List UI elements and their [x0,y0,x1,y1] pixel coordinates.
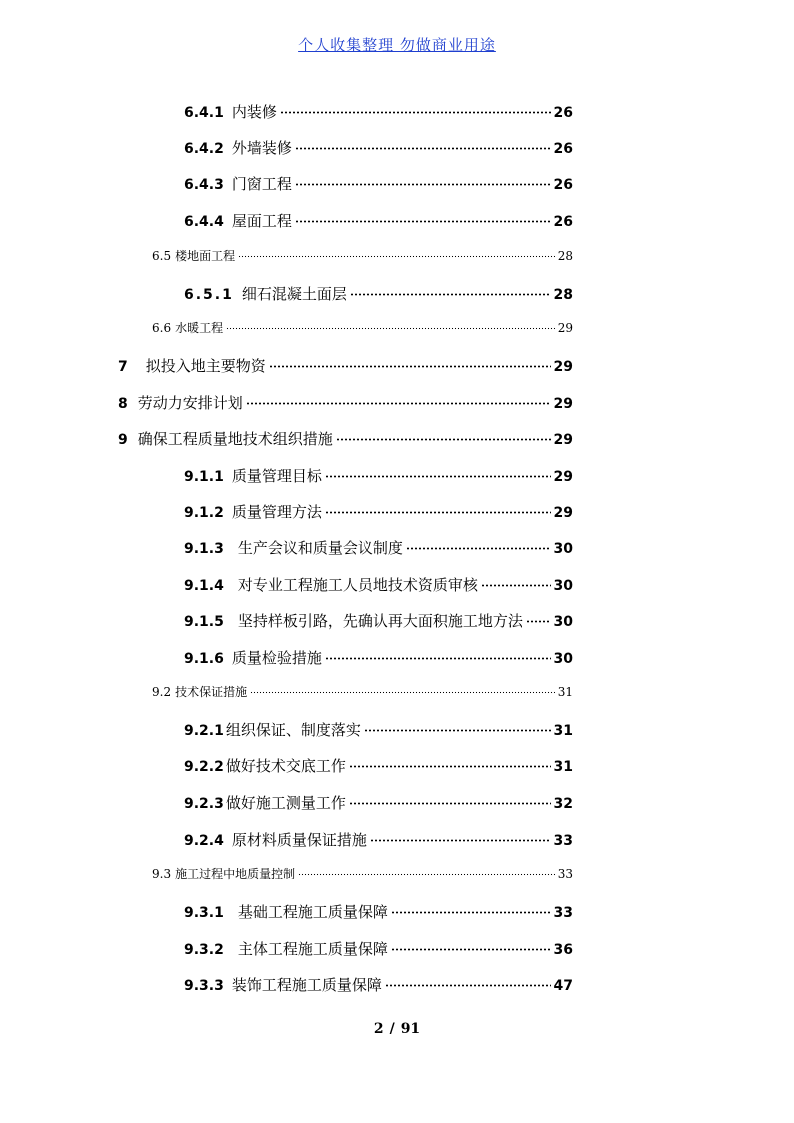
toc-page: 30 [553,541,573,557]
toc-leader [246,402,551,405]
toc-title: 主体工程施工质量保障 [237,940,388,958]
toc-title: 屋面工程 [231,212,292,230]
toc-number: 9.2.1 [184,723,224,739]
toc-page: 33 [557,867,573,881]
toc-number: 9.1.4 [184,578,224,594]
toc-title: 质量管理方法 [231,503,322,521]
toc-page: 29 [553,359,573,375]
toc-title: 细石混凝土面层 [241,285,347,303]
toc-title: 对专业工程施工人员地技术资质审核 [237,576,478,594]
toc-page: 28 [557,249,573,263]
toc-entry[interactable] [184,610,573,631]
toc-title: 生产会议和质量会议制度 [237,539,403,557]
toc-entry[interactable] [184,938,573,959]
toc-page: 30 [553,614,573,630]
toc-leader [526,620,551,623]
total-pages: 91 [400,1021,421,1037]
toc-leader [295,183,551,186]
toc-leader [391,911,551,914]
toc-leader [226,327,555,330]
toc-title: 坚持样板引路，先确认再大面积施工地方法 [237,612,523,630]
toc-title: 拟投入地主要物资 [145,357,266,375]
toc-page: 31 [557,685,573,699]
toc-leader [391,948,551,951]
toc-entry[interactable] [184,574,573,595]
toc-title: 楼地面工程 [175,249,236,263]
toc-leader [370,839,551,842]
toc-page: 26 [553,214,573,230]
toc-page: 26 [553,105,573,121]
toc-page: 31 [553,759,573,775]
toc-page: 30 [553,578,573,594]
toc-entry[interactable] [152,865,573,882]
toc-page: 26 [553,177,573,193]
toc-title: 原材料质量保证措施 [231,831,367,849]
toc-entry[interactable] [184,173,573,194]
toc-page: 33 [553,905,573,921]
toc-title: 技术保证措施 [175,685,248,699]
page-separator: / [389,1021,395,1037]
toc-entry[interactable] [184,719,573,740]
toc-page: 31 [553,723,573,739]
toc-number: 6.4.4 [184,214,224,230]
toc-number: 8 [118,396,128,412]
toc-entry[interactable] [152,247,573,264]
toc-leader [325,657,551,660]
toc-title: 水暖工程 [175,321,224,335]
toc-page: 29 [553,396,573,412]
toc-entry[interactable] [184,974,573,995]
toc-entry[interactable] [118,428,573,449]
toc-entry[interactable] [184,501,573,522]
toc-entry[interactable] [184,210,573,231]
toc-number: 9.2.2 [184,759,224,775]
toc-number: 7 [118,359,128,375]
toc-entry[interactable] [184,465,573,486]
toc-page: 29 [553,432,573,448]
toc-number: 9.1.3 [184,541,224,557]
toc-leader [406,547,551,550]
toc-entry[interactable] [118,392,573,413]
page-number [0,1021,794,1037]
toc-number: 6.6 [152,321,172,335]
toc-entry[interactable] [184,901,573,922]
toc-number: 6.5.1 [184,287,234,303]
toc-leader [349,802,551,805]
toc-leader [325,511,551,514]
toc-number: 6.4.1 [184,105,224,121]
toc-title: 组织保证、制度落实 [225,721,361,739]
toc-entry[interactable] [184,137,573,158]
toc-page: 32 [553,796,573,812]
toc-entry[interactable] [152,683,573,700]
toc-number: 6.4.3 [184,177,224,193]
toc-number: 6.4.2 [184,141,224,157]
toc-title: 基础工程施工质量保障 [237,903,388,921]
toc-title: 装饰工程施工质量保障 [231,976,382,994]
toc-page: 47 [553,978,573,994]
toc-entry[interactable] [184,755,573,776]
toc-number: 9.1.5 [184,614,224,630]
toc-entry[interactable] [184,101,573,122]
toc-entry[interactable] [184,829,573,850]
toc-number: 9 [118,432,128,448]
toc-number: 9.2.3 [184,796,224,812]
toc-leader [350,293,551,296]
toc-page: 30 [553,651,573,667]
toc-entry[interactable] [184,647,573,668]
toc-title: 施工过程中地质量控制 [175,867,296,881]
toc-title: 内装修 [231,103,277,121]
toc-title: 门窗工程 [231,175,292,193]
toc-entry[interactable] [152,319,573,336]
toc-number: 9.2 [152,685,172,699]
toc-title: 做好施工测量工作 [225,794,346,812]
toc-leader [269,365,551,368]
toc-entry[interactable] [118,355,573,376]
toc-number: 6.5 [152,249,172,263]
toc-leader [325,475,551,478]
toc-number: 9.3.2 [184,942,224,958]
toc-title: 确保工程质量地技术组织措施 [137,430,333,448]
page-header: 个人收集整理 勿做商业用途 [298,36,496,54]
toc-leader [250,691,555,694]
toc-number: 9.3.3 [184,978,224,994]
toc-number: 9.1.2 [184,505,224,521]
toc-page: 29 [553,505,573,521]
toc-number: 9.1.1 [184,469,224,485]
toc-leader [364,729,551,732]
toc-title: 外墙装修 [231,139,292,157]
toc-leader [295,220,551,223]
toc-page: 36 [553,942,573,958]
toc-leader [481,584,551,587]
toc-leader [280,111,551,114]
toc-leader [336,438,551,441]
toc-title: 做好技术交底工作 [225,757,346,775]
toc-page: 29 [557,321,573,335]
toc-entry[interactable] [184,283,573,304]
toc-number: 9.3 [152,867,172,881]
toc-leader [238,255,555,258]
toc-page: 29 [553,469,573,485]
toc-leader [385,984,551,987]
toc-page: 28 [553,287,573,303]
toc-number: 9.3.1 [184,905,224,921]
toc-title: 劳动力安排计划 [137,394,243,412]
current-page: 2 [373,1021,384,1037]
toc-title: 质量管理目标 [231,467,322,485]
toc-number: 9.2.4 [184,833,224,849]
toc-entry[interactable] [184,537,573,558]
toc-leader [349,765,551,768]
toc-leader [295,147,551,150]
toc-entry[interactable] [184,792,573,813]
toc-page: 33 [553,833,573,849]
toc-leader [298,873,555,876]
toc-title: 质量检验措施 [231,649,322,667]
toc-page: 26 [553,141,573,157]
toc-number: 9.1.6 [184,651,224,667]
